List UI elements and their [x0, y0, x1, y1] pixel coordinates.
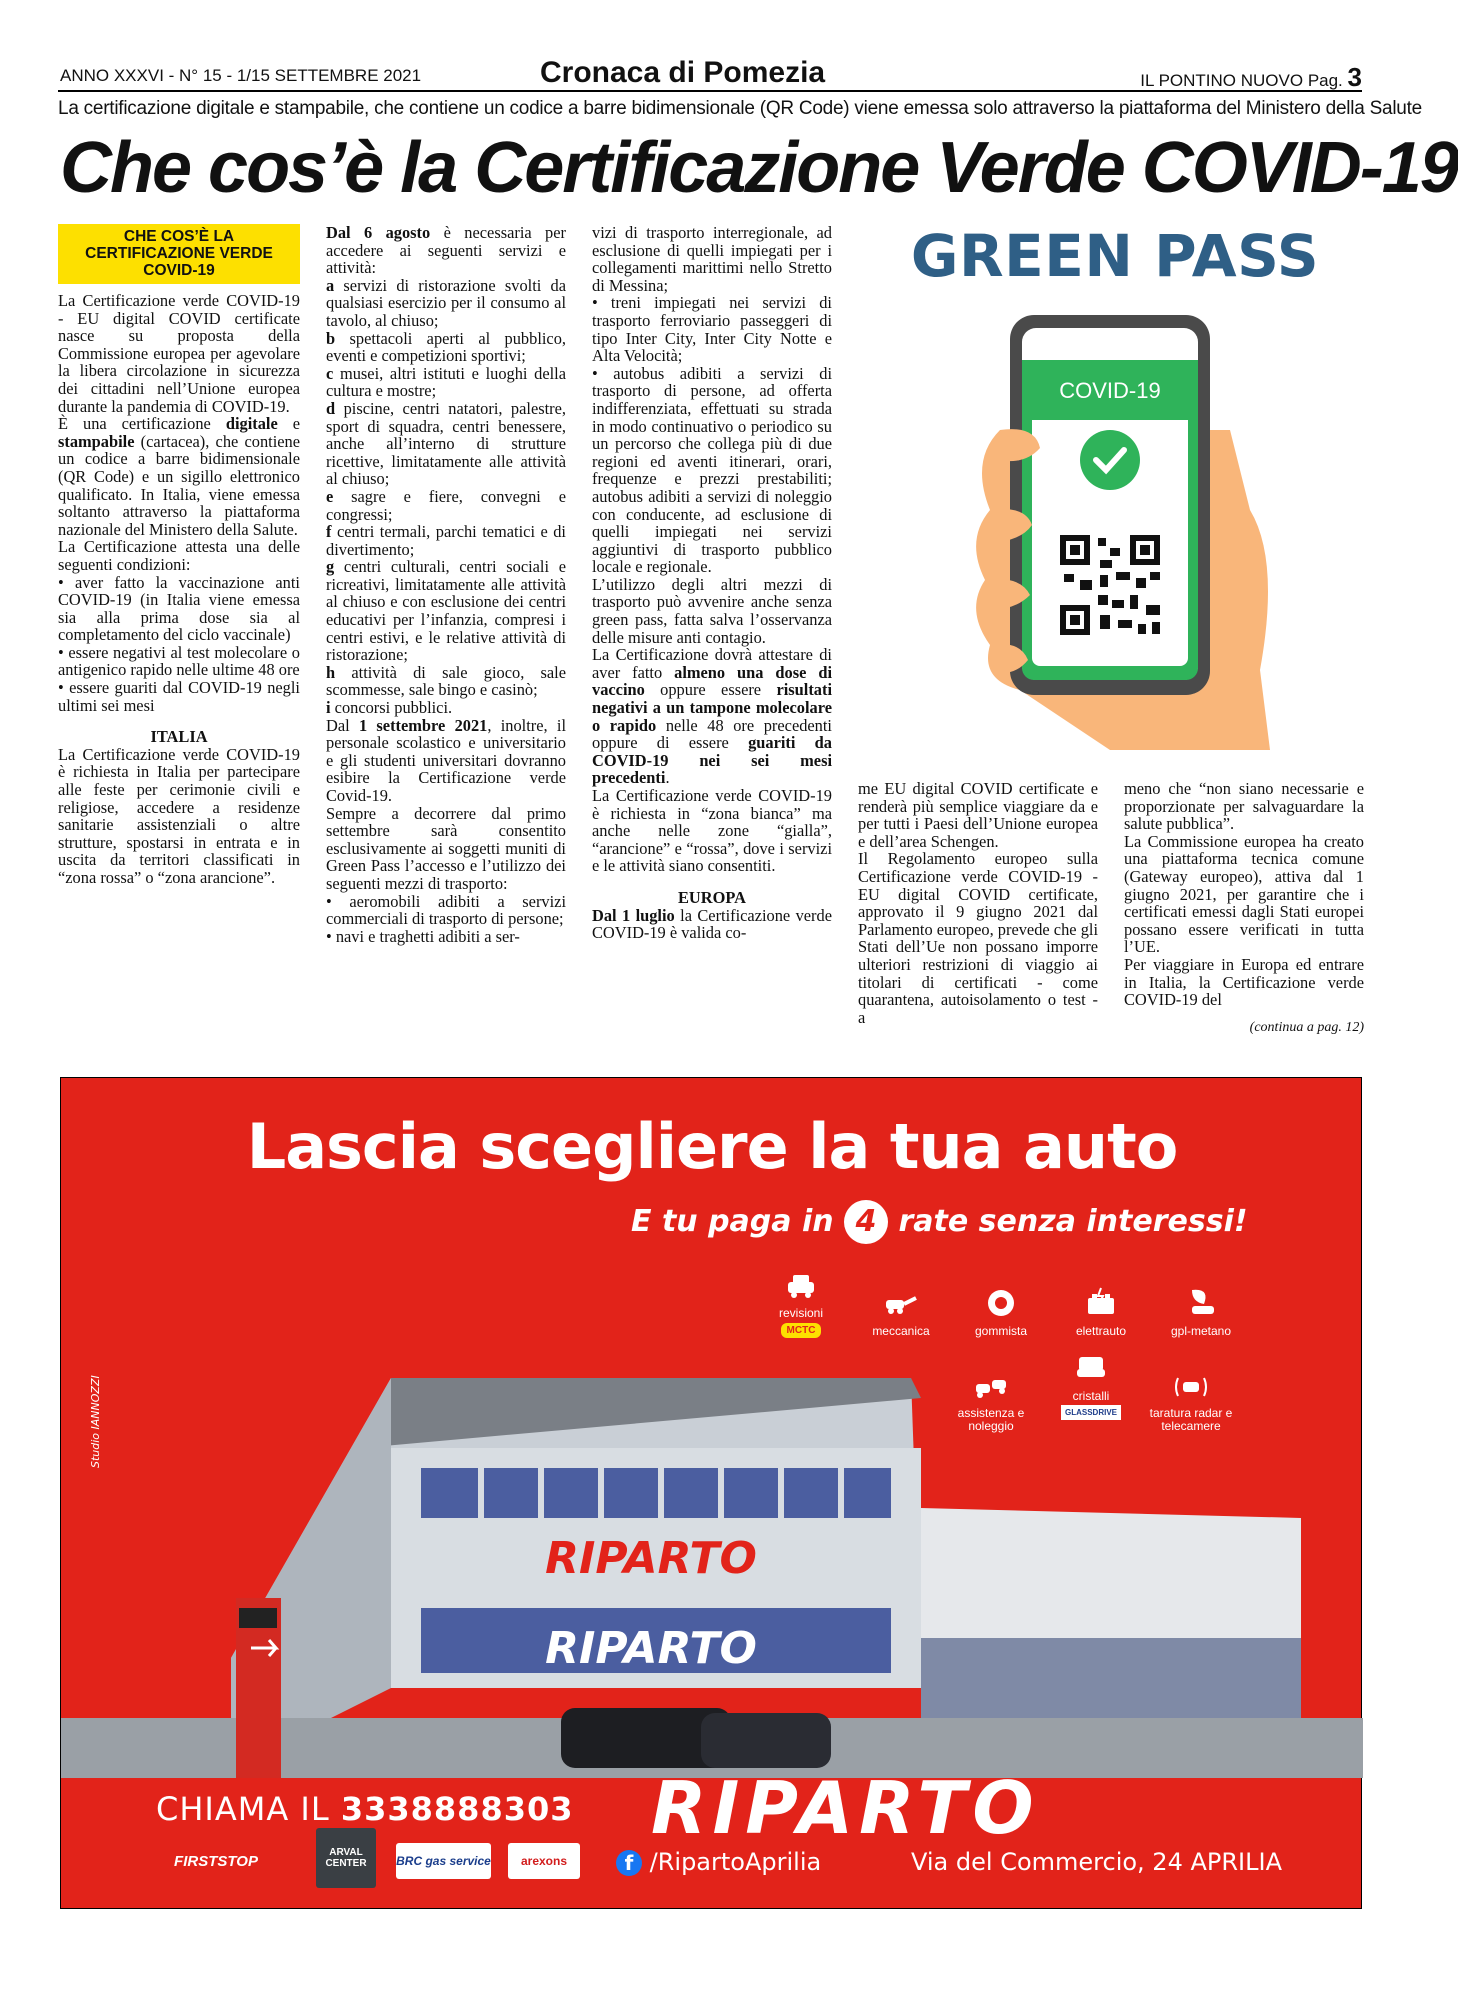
- page-info: [1140, 62, 1362, 93]
- riparto-advertisement: [60, 1077, 1362, 1909]
- service-gpl-metano: gpl-metano: [1151, 1288, 1251, 1338]
- mctc-badge: MCTC: [781, 1323, 822, 1338]
- paragraph: vizi di trasporto interregionale, ad esclusione di quelli impiegati per i collegamenti marittimi nello Stretto di Messina;: [592, 223, 832, 295]
- paragraph: La Certificazione verde COVID-19 - EU digital COVID certificate nasce su proposta della Commissione europea per agevolare la libera circolazione in sicurezza dei cittadini nell’Unione europea durante la pandemia di COVID-19.: [58, 291, 300, 416]
- article-column-1: [58, 224, 300, 887]
- list-item: b spettacoli aperti al pubblico, eventi e competizioni sportivi;: [326, 328, 566, 366]
- paragraph: Per viaggiare in Europa ed entrare in Italia, la Certificazione verde COVID-19 del: [1124, 954, 1364, 1010]
- header-rule: [58, 90, 1362, 92]
- issue-info: ANNO XXXVI - N° 15 - 1/15 SETTEMBRE 2021: [60, 66, 422, 85]
- service-taratura: taratura radar e telecamere: [1141, 1370, 1241, 1433]
- phone-call: CHIAMA IL 3338888303: [156, 1790, 574, 1828]
- bullet: • autobus adibiti a servizi di trasporto di persone, ad offerta indifferenziata, effettuati su strada in modo continuativo o periodico su un percorso che collega più di due regioni ed aventi itinerari, orari, frequenze e prezzi prestabiliti; autobus adibiti a servizi di noleggio con conducente, ad esclusione di quelli impiegati nei servizi aggiuntivi di trasporto pubblico locale e regionale.: [592, 363, 832, 577]
- building-sign-lower: RIPARTO: [545, 1623, 757, 1674]
- headline: Che cos’è la Certificazione Verde COVID-19: [60, 128, 1458, 208]
- list-item: h attività di sale gioco, sale scommesse, sale bingo e casinò;: [326, 662, 566, 700]
- article-column-2: [326, 224, 566, 945]
- green-pass-title: GREEN PASS: [910, 222, 1320, 290]
- service-meccanica: meccanica: [851, 1288, 951, 1338]
- section-heading-europa: EUROPA: [678, 887, 746, 907]
- bullet: • essere negativi al test molecolare o antigenico rapido nelle ultime 48 ore: [58, 642, 300, 680]
- service-elettrauto: elettrauto: [1051, 1288, 1151, 1338]
- paragraph: La Commissione europea ha creato una piattaforma tecnica comune (Gateway europeo), attiva dal 1 giugno 2021, per garantire che i certificati emessi dagli Stati europei possano essere verificati in tutta l’UE.: [1124, 831, 1364, 957]
- phone-hand-illustration: [960, 310, 1290, 765]
- continuation-note: (continua a pag. 12): [1249, 1019, 1364, 1035]
- section-heading-italia: ITALIA: [150, 727, 208, 747]
- paragraph: È una certificazione digitale e stampabile (cartacea), che contiene un codice a barre bidimensionale (QR Code) e un sigillo elettronico qualificato. In Italia, viene emessa soltanto attraverso la piattaforma nazionale del Ministero della Salute.: [58, 414, 300, 539]
- paragraph: Dal 6 agosto è necessaria per accedere ai seguenti servizi e attività:: [326, 223, 566, 278]
- glassdrive-logo: GLASSDRIVE: [1061, 1405, 1121, 1420]
- paragraph: L’utilizzo degli altri mezzi di trasporto può avvenire anche senza green pass, fatta salva l’osservanza delle misure anti contagio.: [592, 574, 832, 647]
- bullet: • treni impiegati nei servizi di trasporto ferroviario passeggeri di tipo Inter City, Inter City Notte e Alta Velocità;: [592, 293, 832, 366]
- bullet: • aver fatto la vaccinazione anti COVID-19 (in Italia viene emessa sia alla prima dose sia al completamento del ciclo vaccinale): [58, 572, 300, 645]
- ad-address: Via del Commercio, 24 APRILIA: [911, 1848, 1282, 1876]
- page-number: 3: [1347, 62, 1362, 92]
- paragraph: Dal 1 settembre 2021, inoltre, il personale scolastico e universitario e gli studenti universitari dovranno esibire la Certificazione verde Covid-19.: [326, 715, 566, 805]
- subheadline: La certificazione digitale e stampabile, che contiene un codice a barre bidimensionale (QR Code) viene emessa solo attraverso la piattaforma del Ministero della Salute: [58, 98, 1422, 119]
- paragraph: La Certificazione dovrà attestare di aver fatto almeno una dose di vaccino oppure essere risultati negativi a un tampone molecolare o rapido nelle 48 ore precedenti oppure di essere guariti da COVID-19 nei sei mesi precedenti.: [592, 645, 832, 788]
- section-title: Cronaca di Pomezia: [540, 56, 826, 89]
- paragraph: La Certificazione attesta una delle seguenti condizioni:: [58, 537, 300, 574]
- list-item: f centri termali, parchi tematici e di divertimento;: [326, 522, 566, 559]
- service-cristalli: cristalli GLASSDRIVE: [1041, 1353, 1141, 1420]
- list-item: c musei, altri istituti e luoghi della cultura e mostre;: [326, 363, 566, 401]
- ad-title: Lascia scegliere la tua auto: [246, 1110, 1178, 1183]
- article-column-3: [592, 223, 832, 943]
- arval-logo: ARVAL CENTER: [316, 1828, 376, 1888]
- list-item: d piscine, centri natatori, palestre, sport di squadra, centri benessere, anche all’interno di strutture ricettive, limitatamente alle attività al chiuso;: [326, 398, 566, 489]
- paragraph: Dal 1 luglio la Certificazione verde COVID-19 è valida co-: [592, 905, 832, 943]
- service-revisioni: revisioni MCTC: [751, 1270, 851, 1338]
- facebook-icon: f: [616, 1850, 642, 1876]
- list-item: g centri culturali, centri sociali e ricreativi, limitatamente alle attività al chiuso e con esclusione dei centri educativi per l’infanzia, compresi i centri estivi, e le relative attività di ristorazione;: [326, 557, 566, 665]
- service-gommista: gommista: [951, 1288, 1051, 1338]
- paper-name: IL PONTINO NUOVO: [1140, 71, 1304, 90]
- paragraph: La Certificazione verde COVID-19 è richiesta in Italia per partecipare alle feste per cerimonie civili e religiose, accedere a residenze sanitarie assistenziali o altre strutture, spostarsi in entrata e in uscita da territori classificati in “zona rossa” o “zona arancione”.: [58, 744, 300, 887]
- building-sign: RIPARTO: [545, 1533, 757, 1584]
- list-item: a servizi di ristorazione svolti da qualsiasi esercizio per il consumo al tavolo, al chiuso;: [326, 275, 566, 330]
- arexons-logo: arexons: [508, 1843, 580, 1879]
- phone-number[interactable]: 3338888303: [340, 1790, 574, 1828]
- box-heading: CHE COS’È LA CERTIFICAZIONE VERDE COVID-19: [58, 224, 300, 284]
- article-column-4: [858, 780, 1098, 1026]
- article-column-5: [1124, 780, 1364, 1036]
- phone-label: COVID-19: [1059, 378, 1161, 403]
- list-item: e sagre e fiere, convegni e congressi;: [326, 486, 566, 524]
- paragraph: meno che “non siano necessarie e proporzionate per salvaguardare la salute pubblica”.: [1124, 779, 1364, 834]
- firststop-logo: FIRSTSTOP: [174, 1852, 258, 1870]
- bullet: • essere guariti dal COVID-19 negli ultimi sei mesi: [58, 678, 300, 715]
- brc-logo: BRC gas service: [396, 1843, 491, 1879]
- facebook-link[interactable]: f /RipartoAprilia: [616, 1848, 821, 1876]
- paragraph: Il Regolamento europeo sulla Certificazione verde COVID-19 - EU digital COVID certificate, approvato il 9 giugno 2021 dal Parlamento europeo, prevede che gli Stati dell’Ue non possano imporre ulteriori restrizioni di viaggio ai titolari di certificati - come quarantena, autoisolamento o test - a: [858, 849, 1098, 1027]
- four-badge: 4: [844, 1200, 888, 1244]
- page-label: Pag.: [1307, 71, 1343, 90]
- photo-credit: Studio IANNOZZI: [89, 1375, 102, 1468]
- service-assistenza: assistenza e noleggio: [941, 1370, 1041, 1433]
- ad-subtitle: E tu paga in 4 rate senza interessi!: [631, 1200, 1248, 1244]
- bullet: • aeromobili adibiti a servizi commerciali di trasporto di persone;: [326, 891, 566, 929]
- riparto-building-photo: [61, 1208, 1363, 1778]
- paragraph: La Certificazione verde COVID-19 è richiesta in “zona bianca” ma anche nelle zone “gialla”, “arancione” e “rossa”, dove i servizi e le attività siano consentiti.: [592, 786, 832, 876]
- bullet: • navi e traghetti adibiti a ser-: [326, 926, 520, 946]
- paragraph: Sempre a decorrere dal primo settembre sarà consentito esclusivamente ai soggetti muniti di Green Pass l’accesso e l’utilizzo dei seguenti mezzi di trasporto:: [326, 803, 566, 893]
- paragraph: me EU digital COVID certificate e renderà più semplice viaggiare da e per tutti i Paesi dell’Unione europea e dell’area Schengen.: [858, 779, 1098, 851]
- list-item: i concorsi pubblici.: [326, 698, 453, 718]
- riparto-logo: RIPARTO: [651, 1766, 1040, 1850]
